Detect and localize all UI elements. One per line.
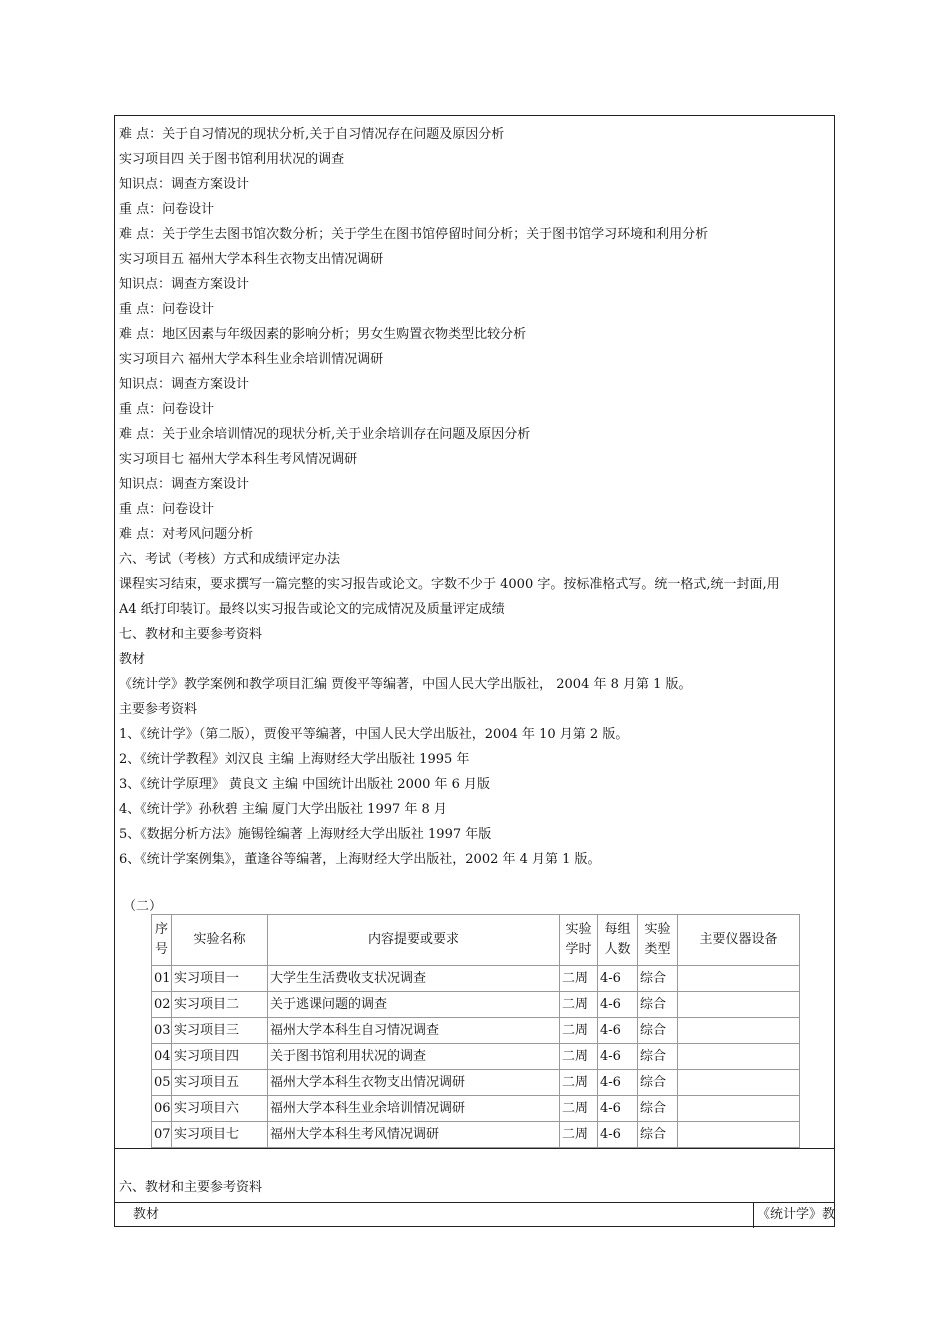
cell-seq: 04 [152,1044,172,1070]
header-content: 内容提要或要求 [268,915,560,966]
content-line: 4、《统计学》孙秋碧 主编 厦门大学出版社 1997 年 8 月 [119,802,447,817]
section-label: （二） [123,899,163,914]
cell-type: 综合 [638,992,678,1018]
content-line: 重 点：问卷设计 [119,302,215,317]
content-line: 重 点：问卷设计 [119,402,215,417]
content-line: 实习项目五 福州大学本科生衣物支出情况调研 [119,252,384,267]
cell-seq: 05 [152,1070,172,1096]
table-row [152,1018,800,1044]
header-hours: 实验学时 [560,915,598,966]
table-row [152,966,800,992]
content-line: A4 纸打印装订。最终以实习报告或论文的完成情况及质量评定成绩 [119,602,505,617]
cell-hours: 二周 [560,1070,598,1096]
header-type: 实验类型 [638,915,678,966]
table-header-row [152,915,800,966]
content-line: 5、《数据分析方法》施锡铨编著 上海财经大学出版社 1997 年版 [119,827,492,842]
cell-type: 综合 [638,1096,678,1122]
cell-seq: 02 [152,992,172,1018]
table-row [152,1044,800,1070]
table-row [152,992,800,1018]
content-line: 六、考试（考核）方式和成绩评定办法 [119,552,341,567]
cell-content: 福州大学本科生考风情况调研 [268,1122,560,1148]
textbook-cell-divider [753,1202,754,1228]
cell-seq: 06 [152,1096,172,1122]
cell-type: 综合 [638,1044,678,1070]
cell-name: 实习项目四 [172,1044,268,1070]
content-line: 6、《统计学案例集》，董逢谷等编著，上海财经大学出版社，2002 年 4 月第 1 版。 [119,852,601,867]
textbook-row-top [115,1202,834,1203]
cell-hours: 二周 [560,966,598,992]
content-line: 重 点：问卷设计 [119,202,215,217]
cell-name: 实习项目三 [172,1018,268,1044]
content-line: 《统计学》教学案例和教学项目汇编 贾俊平等编著，中国人民大学出版社， 2004 年 8 月第 1 版。 [119,677,692,692]
experiment-table [151,914,800,1148]
content-line: 实习项目四 关于图书馆利用状况的调查 [119,152,345,167]
cell-group: 4-6 [598,1070,638,1096]
cell-name: 实习项目五 [172,1070,268,1096]
cell-hours: 二周 [560,1044,598,1070]
cell-hours: 二周 [560,992,598,1018]
content-line: 知识点：调查方案设计 [119,477,250,492]
cell-hours: 二周 [560,1122,598,1148]
cell-group: 4-6 [598,992,638,1018]
content-line: 重 点：问卷设计 [119,502,215,517]
cell-equipment [678,1122,800,1148]
cell-equipment [678,1018,800,1044]
content-line: 实习项目七 福州大学本科生考风情况调研 [119,452,358,467]
cell-equipment [678,966,800,992]
cell-group: 4-6 [598,1122,638,1148]
content-line: 难 点：对考风问题分析 [119,527,254,542]
content-line: 知识点：调查方案设计 [119,277,250,292]
cell-type: 综合 [638,966,678,992]
content-line: 七、教材和主要参考资料 [119,627,263,642]
cell-name: 实习项目六 [172,1096,268,1122]
cell-type: 综合 [638,1070,678,1096]
document-frame [114,115,835,1227]
cell-hours: 二周 [560,1096,598,1122]
section-divider [115,1148,834,1149]
cell-equipment [678,992,800,1018]
textbook-label: 教材 [133,1207,160,1222]
content-lines [119,122,830,872]
content-line: 难 点：关于学生去图书馆次数分析；关于学生在图书馆停留时间分析；关于图书馆学习环境和利用分析 [119,227,709,242]
header-equipment: 主要仪器设备 [678,915,800,966]
cell-group: 4-6 [598,1096,638,1122]
content-line: 课程实习结束，要求撰写一篇完整的实习报告或论文。字数不少于 4000 字。按标准格式写。统一格式,统一封面,用 [119,577,780,592]
content-line: 知识点：调查方案设计 [119,377,250,392]
table-row [152,1070,800,1096]
cell-group: 4-6 [598,1018,638,1044]
cell-hours: 二周 [560,1018,598,1044]
content-line: 主要参考资料 [119,702,198,717]
content-line: 难 点：地区因素与年级因素的影响分析；男女生购置衣物类型比较分析 [119,327,527,342]
cell-content: 福州大学本科生衣物支出情况调研 [268,1070,560,1096]
content-line: 知识点：调查方案设计 [119,177,250,192]
cell-seq: 01 [152,966,172,992]
content-line: 教材 [119,652,146,667]
header-name: 实验名称 [172,915,268,966]
header-seq: 序号 [152,915,172,966]
cell-equipment [678,1070,800,1096]
cell-content: 关于逃课问题的调查 [268,992,560,1018]
textbook-reference: 《统计学》教 [757,1207,836,1222]
cell-type: 综合 [638,1018,678,1044]
content-line: 难 点：关于业余培训情况的现状分析,关于业余培训存在问题及原因分析 [119,427,531,442]
content-line: 实习项目六 福州大学本科生业余培训情况调研 [119,352,384,367]
cell-content: 福州大学本科生业余培训情况调研 [268,1096,560,1122]
cell-content: 关于图书馆利用状况的调查 [268,1044,560,1070]
content-line: 1、《统计学》（第二版），贾俊平等编著，中国人民大学出版社，2004 年 10 月第 2 版。 [119,727,629,742]
cell-equipment [678,1096,800,1122]
cell-seq: 03 [152,1018,172,1044]
cell-group: 4-6 [598,966,638,992]
table-row [152,1122,800,1148]
cell-name: 实习项目一 [172,966,268,992]
content-line: 3、《统计学原理》 黄良文 主编 中国统计出版社 2000 年 6 月版 [119,777,491,792]
content-line: 难 点：关于自习情况的现状分析,关于自习情况存在问题及原因分析 [119,127,505,142]
table-row [152,1096,800,1122]
cell-content: 大学生生活费收支状况调查 [268,966,560,992]
cell-seq: 07 [152,1122,172,1148]
cell-name: 实习项目七 [172,1122,268,1148]
header-group: 每组人数 [598,915,638,966]
cell-equipment [678,1044,800,1070]
cell-content: 福州大学本科生自习情况调查 [268,1018,560,1044]
cell-group: 4-6 [598,1044,638,1070]
cell-type: 综合 [638,1122,678,1148]
cell-name: 实习项目二 [172,992,268,1018]
bottom-section-title: 六、教材和主要参考资料 [119,1180,263,1195]
content-line: 2、《统计学教程》刘汉良 主编 上海财经大学出版社 1995 年 [119,752,470,767]
